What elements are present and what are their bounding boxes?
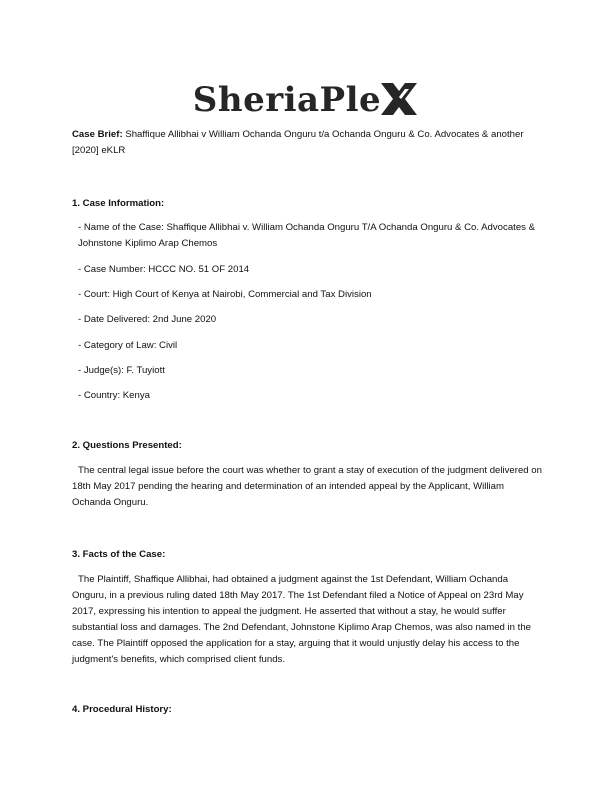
case-name-item: - Name of the Case: Shaffique Allibhai v. William Ochanda Onguru T/A Ochanda Onguru & Co. Advocates & Johnstone Kiplimo Arap Chemos (78, 222, 536, 249)
case-brief-title: Shaffique Allibhai v William Ochanda Onguru t/a Ochanda Onguru & Co. Advocates & another [2020] eKLR (72, 129, 524, 156)
questions-presented-text: The central legal issue before the court was whether to grant a stay of execution of the judgment delivered on 18th May 2017 pending the hearing and determination of an intended appeal by the Applicant, William Ochanda Onguru. (72, 465, 542, 508)
country-item: - Country: Kenya (78, 390, 150, 401)
case-brief (72, 127, 542, 159)
sheriaplex-logo (0, 80, 612, 120)
case-brief-label: Case Brief: (72, 129, 123, 140)
logo-wordmark: SheriaPle (192, 80, 382, 120)
section-heading-procedural-history: 4. Procedural History: (72, 704, 172, 715)
court-item: - Court: High Court of Kenya at Nairobi, Commercial and Tax Division (78, 289, 372, 300)
facts-text: The Plaintiff, Shaffique Allibhai, had obtained a judgment against the 1st Defendant, William Ochanda Onguru, in a previous ruling dated 18th May 2017. The 1st Defendant filed a Notice of Appeal on 23rd May 2017, expressing his intention to appeal the judgment. He asserted that without a stay, he would suffer substantial loss and damages. The 2nd Defendant, Johnstone Kiplimo Arap Chemos, was also named in the case. The Plaintiff opposed the application for a stay, arguing that it would unjustly delay his access to the judgment's benefits, which comprised client funds. (72, 574, 532, 665)
case-number-item: - Case Number: HCCC NO. 51 OF 2014 (78, 264, 250, 275)
date-delivered-item: - Date Delivered: 2nd June 2020 (78, 314, 217, 325)
category-of-law-item: - Category of Law: Civil (78, 340, 178, 351)
section-heading-facts: 3. Facts of the Case: (72, 549, 166, 560)
section-heading-case-information: 1. Case Information: (72, 198, 165, 209)
judges-item: - Judge(s): F. Tuyiott (78, 365, 165, 376)
logo-x-mark-icon (379, 81, 419, 117)
section-heading-questions-presented: 2. Questions Presented: (72, 440, 182, 451)
